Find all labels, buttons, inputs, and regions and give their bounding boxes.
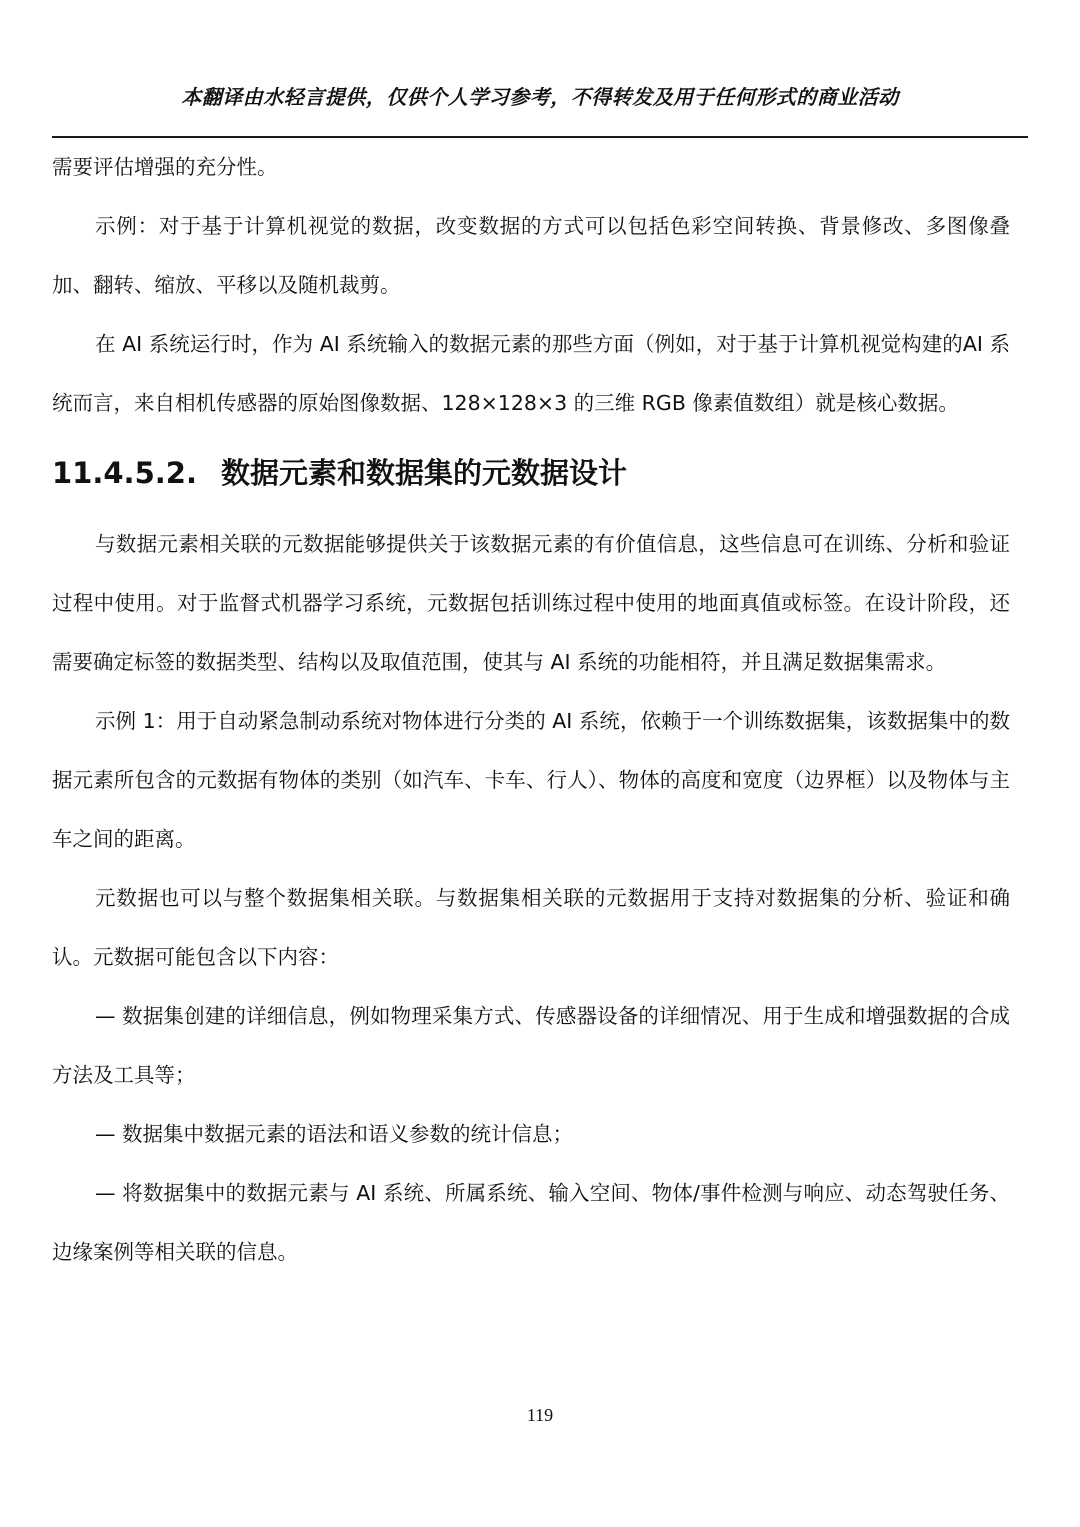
page-number: 119 (526, 1405, 554, 1425)
paragraph: 需要评估增强的充分性。 (52, 155, 278, 179)
paragraph: 与数据元素相关联的元数据能够提供关于该数据元素的有价值信息，这些信息可在训练、分析和验证过程中使用。对于监督式机器学习系统，元数据包括训练过程中使用的地面真值或标签。在设计阶段，还需要确定标签的数据类型、结构以及取值范围，使其与 AI 系统的功能相符，并且满足数据集需求。 (52, 532, 1010, 674)
example-paragraph: 示例：对于基于计算机视觉的数据，改变数据的方式可以包括色彩空间转换、背景修改、多图像叠加、翻转、缩放、平移以及随机裁剪。 (52, 214, 1010, 297)
list-item: — 数据集中数据元素的语法和语义参数的统计信息； (95, 1122, 574, 1146)
document-body (52, 138, 1010, 1282)
page-header (52, 82, 1028, 138)
section-title: 数据元素和数据集的元数据设计 (220, 456, 627, 490)
section-number: 11.4.5.2. (52, 456, 197, 490)
example-paragraph: 示例 1：用于自动紧急制动系统对物体进行分类的 AI 系统，依赖于一个训练数据集，该数据集中的数据元素所包含的元数据有物体的类别（如汽车、卡车、行人）、物体的高度和宽度（边界框）以及物体与主车之间的距离。 (52, 709, 1010, 851)
section-heading (52, 453, 1010, 493)
paragraph: 在 AI 系统运行时，作为 AI 系统输入的数据元素的那些方面（例如，对于基于计算机视觉构建的AI 系统而言，来自相机传感器的原始图像数据、128×128×3 的三维 RGB 像素值数组）就是核心数据。 (52, 332, 1010, 415)
list-item: — 将数据集中的数据元素与 AI 系统、所属系统、输入空间、物体/事件检测与响应、动态驾驶任务、边缘案例等相关联的信息。 (52, 1181, 1010, 1264)
list-item: — 数据集创建的详细信息，例如物理采集方式、传感器设备的详细情况、用于生成和增强数据的合成方法及工具等； (52, 1004, 1010, 1087)
copyright-notice: 本翻译由水轻言提供，仅供个人学习参考，不得转发及用于任何形式的商业活动 (181, 85, 899, 109)
paragraph: 元数据也可以与整个数据集相关联。与数据集相关联的元数据用于支持对数据集的分析、验证和确认。元数据可能包含以下内容： (52, 886, 1010, 969)
